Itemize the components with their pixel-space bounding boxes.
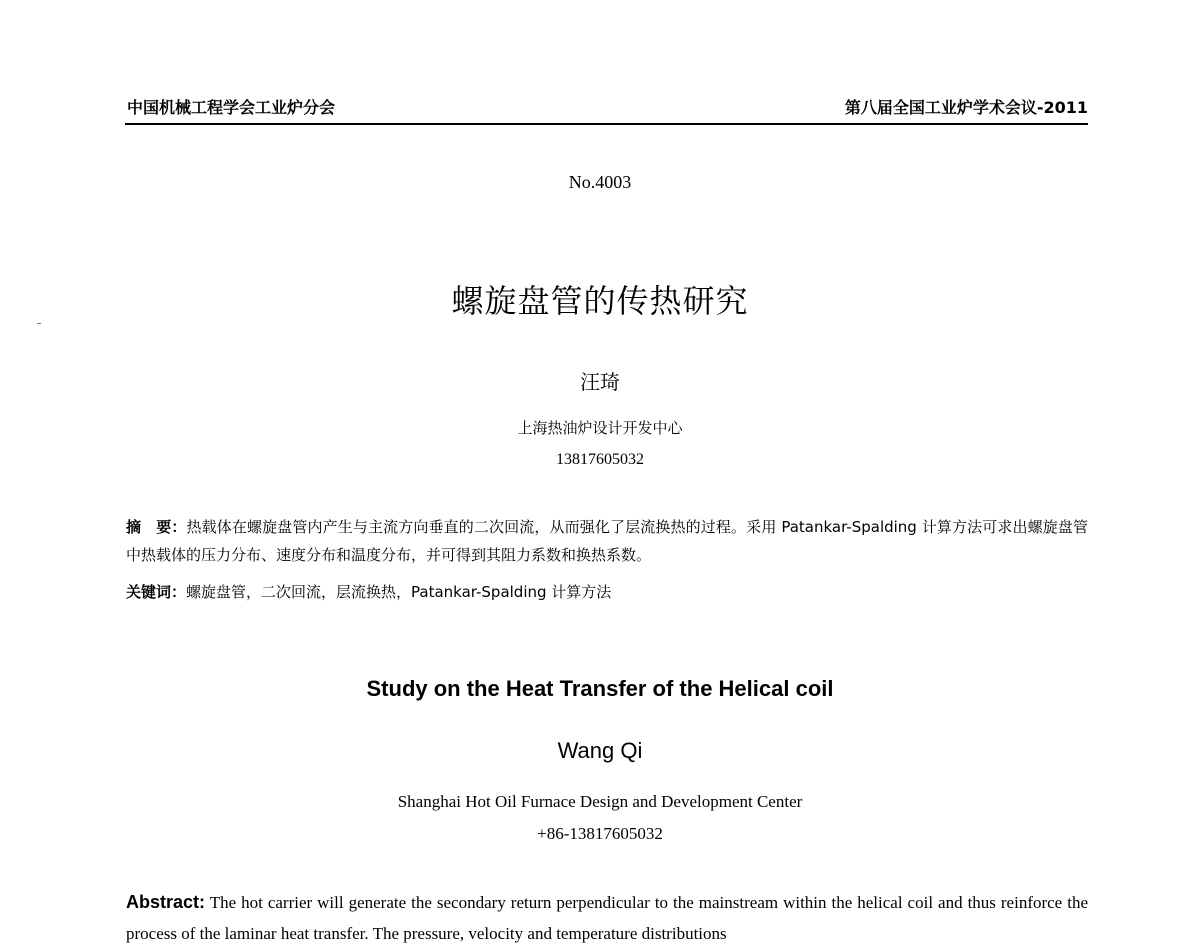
- chinese-abstract-label: 摘 要：: [126, 518, 187, 536]
- english-abstract: [126, 887, 1088, 949]
- chinese-abstract-text: 热载体在螺旋盘管内产生与主流方向垂直的二次回流，从而强化了层流换热的过程。采用 Patankar-Spalding 计算方法可求出螺旋盘管中热载体的压力分布、速度分布和温度分布，并可得到其阻力系数和换热系数。: [126, 518, 1088, 564]
- chinese-author: 汪琦: [580, 370, 620, 394]
- english-affiliation: Shanghai Hot Oil Furnace Design and Development Center: [397, 792, 803, 811]
- chinese-keywords: [126, 578, 1088, 606]
- english-author: Wang Qi: [557, 738, 643, 763]
- english-abstract-label: Abstract:: [126, 892, 206, 912]
- paper-number: No.4003: [568, 172, 632, 192]
- english-phone: +86-13817605032: [537, 824, 663, 843]
- chinese-keywords-text: 螺旋盘管，二次回流，层流换热，Patankar-Spalding 计算方法: [186, 583, 612, 601]
- chinese-phone: 13817605032: [556, 451, 644, 468]
- chinese-title: 螺旋盘管的传热研究: [451, 282, 749, 320]
- chinese-keywords-label: 关键词：: [126, 583, 187, 601]
- english-title: Study on the Heat Transfer of the Helical coil: [366, 676, 834, 701]
- header-society: 中国机械工程学会工业炉分会: [127, 98, 336, 117]
- chinese-affiliation: 上海热油炉设计开发中心: [517, 419, 683, 437]
- margin-mark: [37, 323, 41, 324]
- english-abstract-text: The hot carrier will generate the secondary return perpendicular to the mainstream within the helical coil and thus reinforce the process of the laminar heat transfer. The pressure, velocity and temperature distributions: [126, 893, 1088, 943]
- header-conference: 第八届全国工业炉学术会议-2011: [844, 98, 1088, 117]
- header-divider: [125, 123, 1088, 125]
- chinese-abstract: [126, 513, 1088, 569]
